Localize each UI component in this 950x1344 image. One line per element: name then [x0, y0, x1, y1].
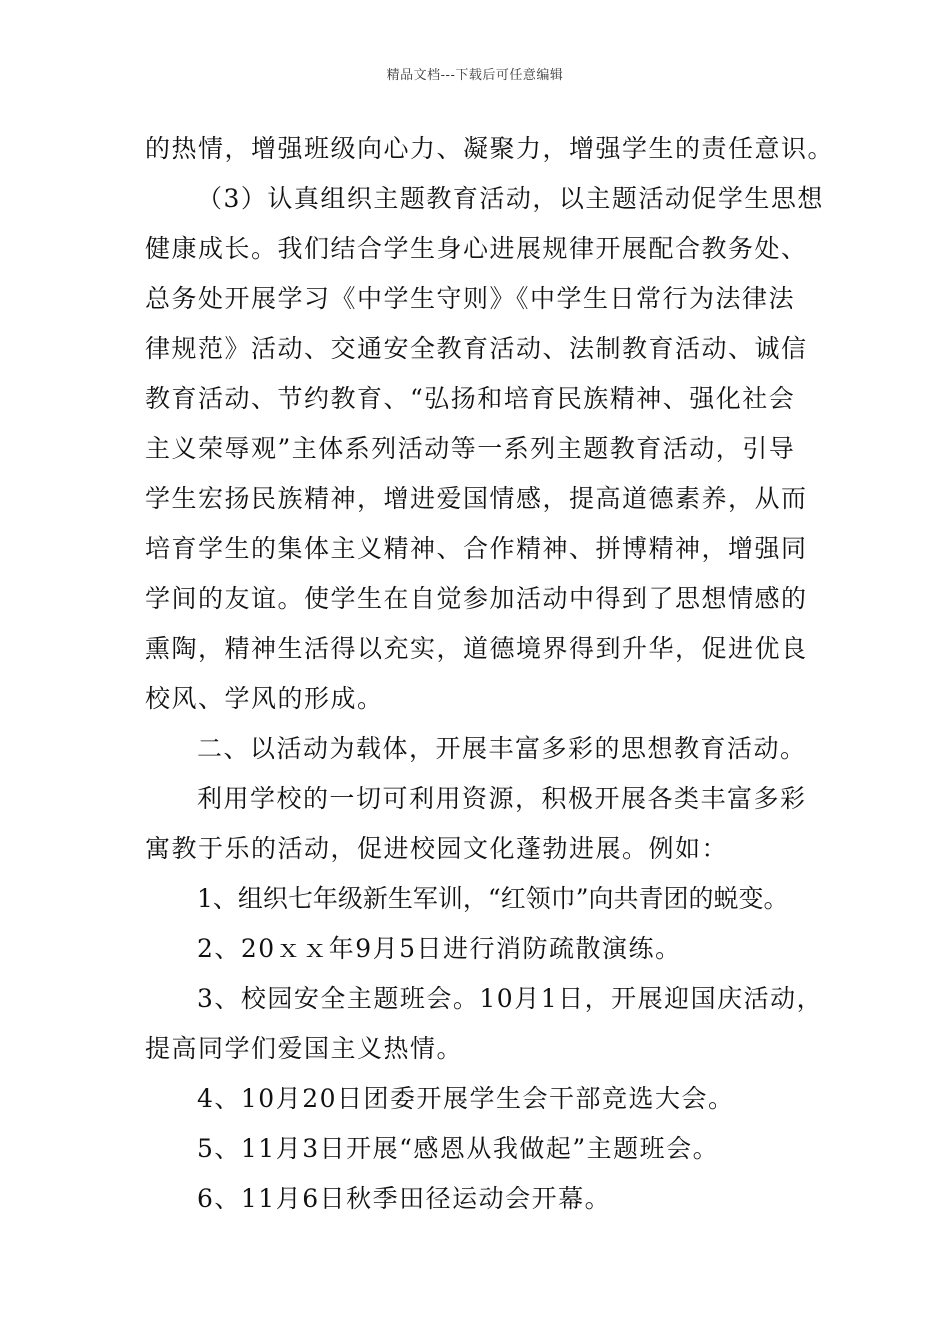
paragraph-line: 校风、学风的形成。	[145, 684, 384, 713]
list-item-line: 4、10月20日团委开展学生会干部竞选大会。	[197, 1084, 735, 1113]
paragraph-line: 健康成长。我们结合学生身心进展规律开展配合教务处、	[145, 234, 808, 263]
list-item-line: 3、校园安全主题班会。10月1日，开展迎国庆活动，	[197, 984, 824, 1013]
section-heading-line: 二、以活动为载体，开展丰富多彩的思想教育活动。	[197, 734, 807, 763]
paragraph-line: 主义荣辱观”主体系列活动等一系列主题教育活动，引导	[145, 434, 796, 463]
paragraph-line: 的热情，增强班级向心力、凝聚力，增强学生的责任意识。	[145, 134, 835, 163]
list-item-line: 6、11月6日秋季田径运动会开幕。	[197, 1184, 612, 1213]
paragraph-line: 律规范》活动、交通安全教育活动、法制教育活动、诚信	[145, 334, 808, 363]
paragraph-line: （3）认真组织主题教育活动，以主题活动促学生思想	[197, 184, 824, 213]
paragraph-line: 培育学生的集体主义精神、合作精神、拼博精神，增强同	[145, 534, 808, 563]
paragraph-line: 教育活动、节约教育、“弘扬和培育民族精神、强化社会	[145, 384, 796, 413]
list-item-line: 2、20ｘｘ年9月5日进行消防疏散演练。	[197, 934, 682, 963]
paragraph-line: 学间的友谊。使学生在自觉参加活动中得到了思想情感的	[145, 584, 808, 613]
list-item-line: 5、11月3日开展“感恩从我做起”主题班会。	[197, 1134, 720, 1163]
paragraph-line: 学生宏扬民族精神，增进爱国情感，提高道德素养，从而	[145, 484, 808, 513]
paragraph-line: 寓教于乐的活动，促进校园文化蓬勃进展。例如：	[145, 834, 729, 863]
paragraph-line: 熏陶，精神生活得以充实，道德境界得到升华，促进优良	[145, 634, 808, 663]
list-item-continuation-line: 提高同学们爱国主义热情。	[145, 1034, 464, 1063]
paragraph-line: 利用学校的一切可利用资源，积极开展各类丰富多彩	[197, 784, 807, 813]
paragraph-line: 总务处开展学习《中学生守则》《中学生日常行为法律法	[145, 284, 796, 313]
list-item-line: 1、组织七年级新生军训，“红领巾”向共青团的蜕变。	[197, 884, 789, 913]
page-header: 精品文档---下载后可任意编辑	[386, 68, 564, 83]
document-body	[145, 124, 835, 1224]
